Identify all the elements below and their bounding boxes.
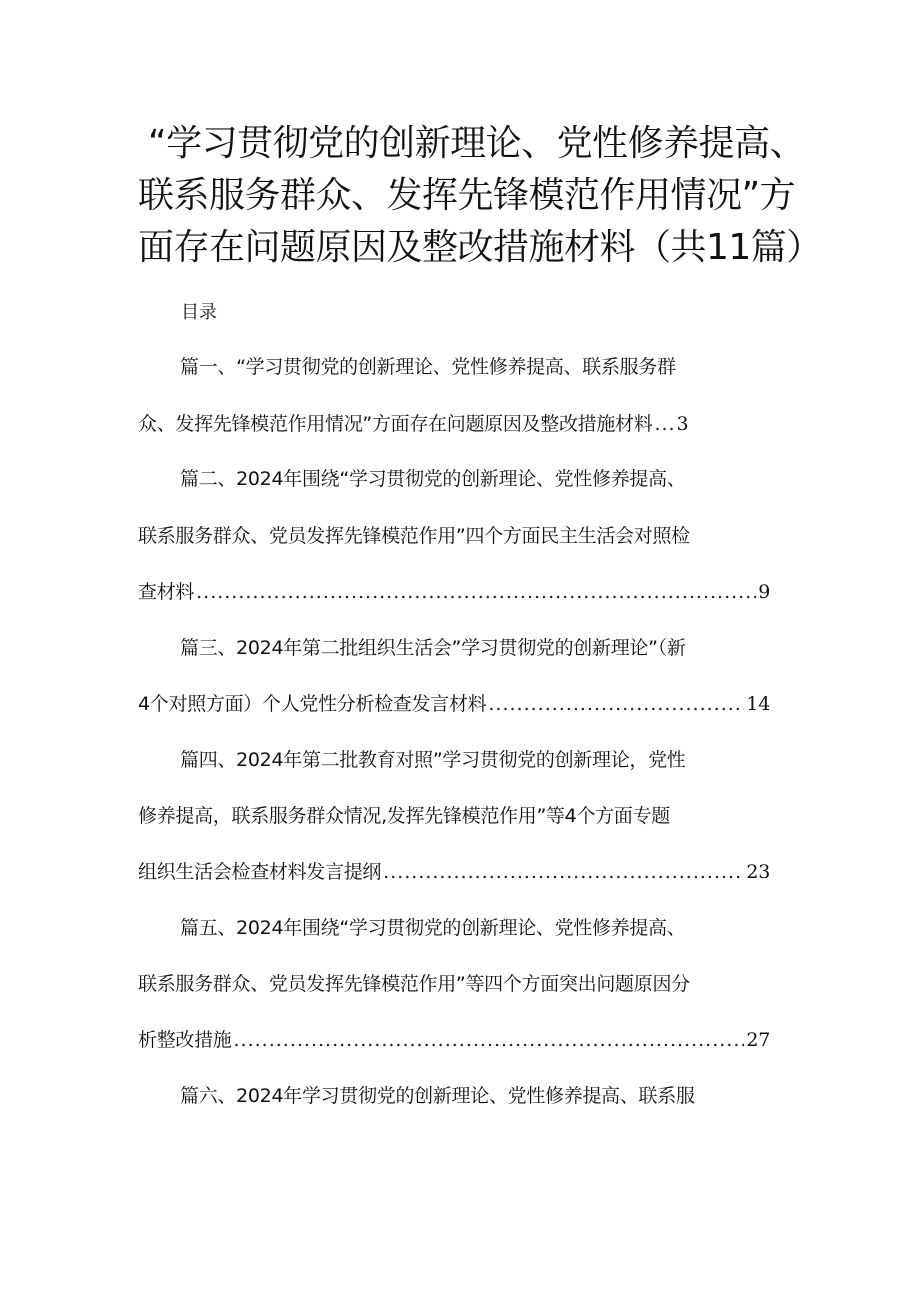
title-line: 联系服务群众、发挥先锋模范作用情况”方 — [138, 175, 796, 216]
toc-page-number: 14 — [746, 693, 770, 715]
toc-entry-text: 众、发挥先锋模范作用情况”方面存在问题原因及整改措施材料 — [138, 413, 653, 435]
toc-entry-1-line[interactable]: 篇一、“学习贯彻党的创新理论、党性修养提高、联系服务群 — [180, 356, 676, 378]
toc-entry-4-line[interactable]: 修养提高，联系服务群众情况,发挥先锋模范作用”等4个方面专题 — [138, 805, 670, 827]
toc-entry-1-last-line[interactable] — [138, 407, 770, 441]
document-title — [138, 118, 822, 274]
toc-entry-5-line[interactable]: 篇五、2024年围绕“学习贯彻党的创新理论、党性修养提高、 — [180, 917, 686, 939]
toc-heading: 目录 — [181, 302, 217, 323]
toc-leader-dots — [383, 855, 744, 889]
toc-entry-text: 析整改措施 — [138, 1029, 232, 1051]
toc-entry-6-line[interactable]: 篇六、2024年学习贯彻党的创新理论、党性修养提高、联系服 — [180, 1085, 695, 1107]
title-line: 面存在问题原因及整改措施材料（共11篇） — [138, 227, 822, 268]
toc-entry-4-last-line[interactable] — [138, 855, 770, 889]
toc-entry-text: 查材料 — [138, 581, 195, 603]
toc-page-number: 27 — [746, 1029, 770, 1051]
title-line: “学习贯彻党的创新理论、党性修养提高、 — [148, 123, 806, 164]
toc-entry-4-line[interactable]: 篇四、2024年第二批教育对照”学习贯彻党的创新理论，党性 — [180, 749, 686, 771]
toc-entry-3-line[interactable]: 篇三、2024年第二批组织生活会”学习贯彻党的创新理论”（新 — [180, 637, 686, 659]
toc-entry-2-line[interactable]: 篇二、2024年围绕“学习贯彻党的创新理论、党性修养提高、 — [180, 468, 686, 490]
toc-leader-dots — [196, 575, 756, 609]
toc-page-number: 9 — [758, 581, 770, 603]
toc-leader-dots — [234, 1023, 745, 1057]
toc-entry-text: 4个对照方面）个人党性分析检查发言材料 — [138, 693, 487, 715]
toc-leader-dots — [488, 687, 744, 721]
toc-page-number: 23 — [746, 861, 770, 883]
toc-entry-text: 组织生活会检查材料发言提纲 — [138, 861, 382, 883]
toc-page-number: 3 — [676, 413, 689, 435]
toc-leader-dots — [654, 407, 674, 441]
toc-entry-3-last-line[interactable] — [138, 687, 770, 721]
toc-entry-2-line[interactable]: 联系服务群众、党员发挥先锋模范作用”四个方面民主生活会对照检 — [138, 525, 690, 547]
toc-entry-5-last-line[interactable] — [138, 1023, 770, 1057]
toc-entry-5-line[interactable]: 联系服务群众、党员发挥先锋模范作用”等四个方面突出问题原因分 — [138, 973, 690, 995]
toc-entry-2-last-line[interactable] — [138, 575, 770, 609]
